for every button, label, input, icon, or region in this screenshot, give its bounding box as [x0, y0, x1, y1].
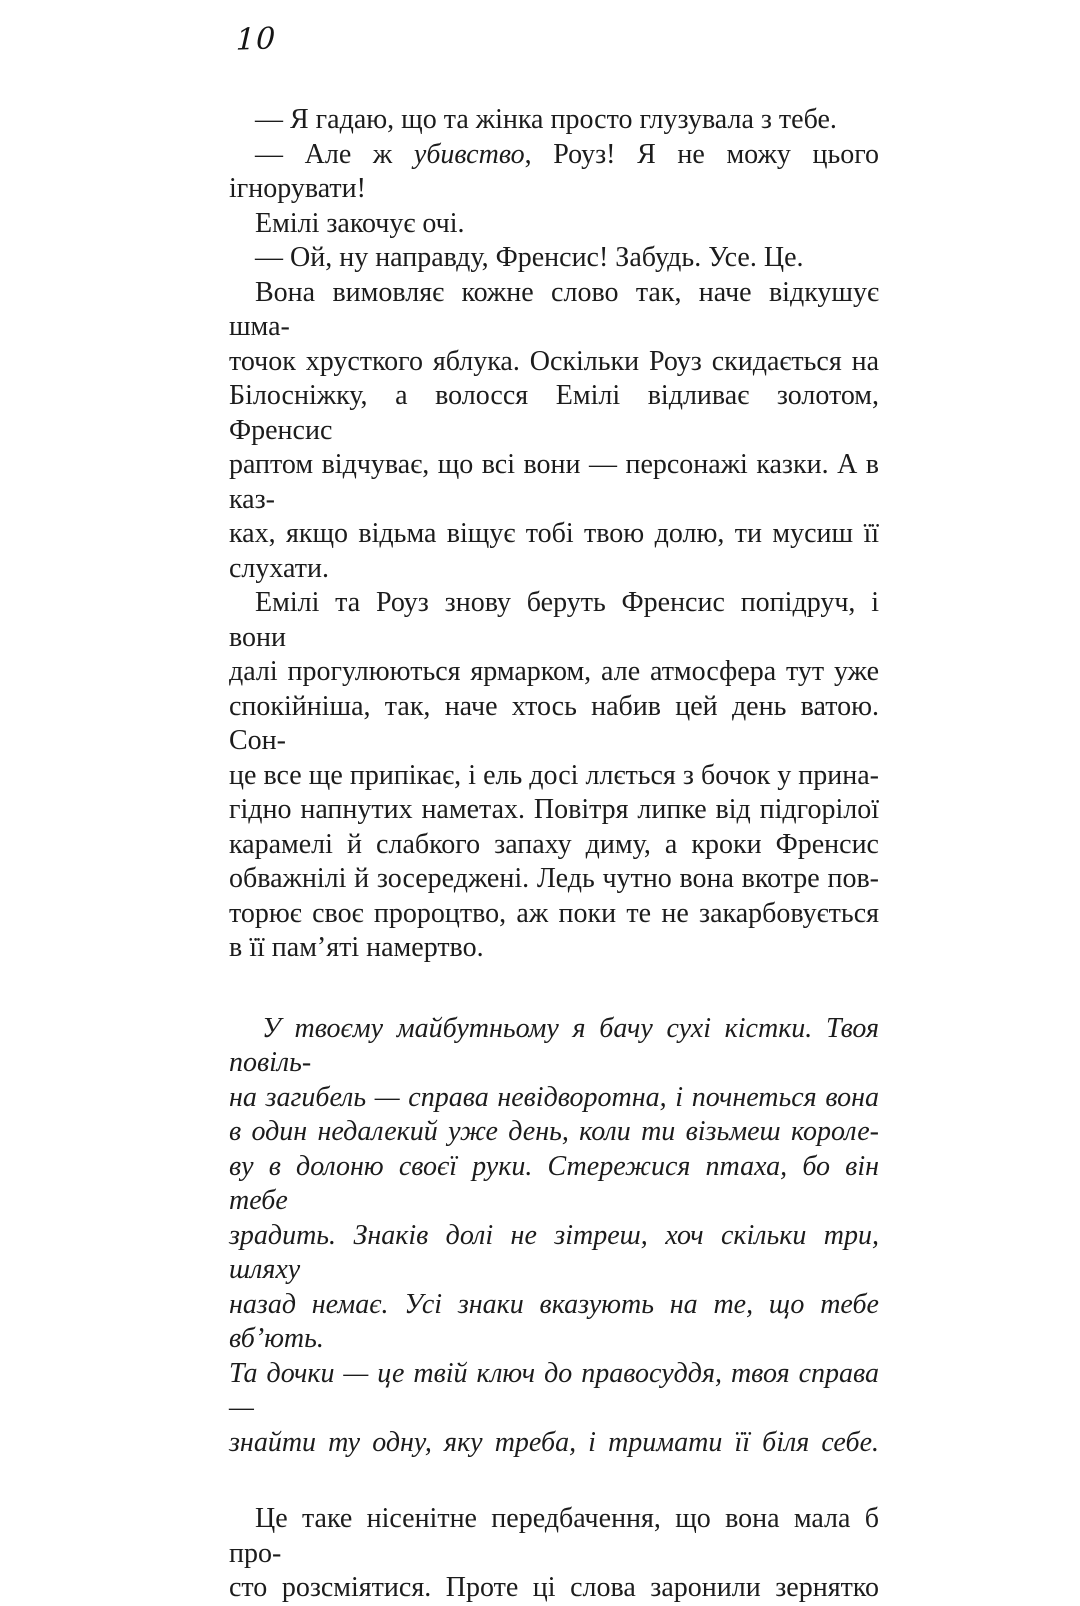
text-line [229, 1571, 879, 1606]
text-line [229, 345, 879, 380]
text-line [229, 448, 879, 517]
text-segment: далі прогулюються ярмарком, але атмосфера тут уже [229, 656, 879, 687]
text-line [229, 517, 879, 552]
text-segment: Це таке нісенітне передбачення, що вона мала б про- [229, 1503, 879, 1569]
page-number: 10 [235, 21, 277, 58]
text-segment: точок хрусткого яблука. Оскільки Роуз скидається на [229, 345, 879, 377]
text-line [229, 1012, 879, 1081]
text-line [229, 586, 879, 655]
text-segment: гідно напнутих наметах. Повітря липке від підгорілої [229, 794, 879, 825]
text-line [229, 1426, 879, 1461]
prophecy-quote [229, 1012, 879, 1461]
text-segment: обважнілі й зосереджені. Ледь чутно вона вкотре пов- [229, 863, 879, 894]
text-line [229, 276, 879, 345]
text-segment: сто розсміятися. Проте ці слова заронили зернятко [229, 1572, 879, 1603]
text-segment: торює своє пророцтво, аж поки те не закарбовується [229, 897, 879, 929]
paragraph-body [229, 276, 879, 587]
text-line [229, 1502, 879, 1571]
text-segment: на загибель — справа невідворотна, і почнеться вона [229, 1081, 879, 1113]
paragraph-dialogue [229, 241, 879, 276]
emphasized-word: убивство [413, 138, 525, 170]
text-segment: Вона вимовляє кожне слово так, наче відкушує шма- [229, 276, 879, 342]
text-line [229, 1288, 879, 1357]
text-line [229, 828, 879, 863]
text-line [229, 759, 879, 794]
text-segment: Білосніжку, а волосся Емілі відливає золотом, Френсис [229, 380, 879, 446]
text-line [229, 1357, 879, 1426]
text-segment: , Роуз! Я не можу цього ігнорувати! [229, 138, 879, 204]
text-segment: раптом відчуває, що всі вони — персонажі казки. А в каз- [229, 449, 879, 515]
text-line [229, 897, 879, 932]
text-segment: назад немає. Усі знаки вказують на те, що тебе вб’ють. [229, 1288, 879, 1354]
paragraph-body [229, 586, 879, 966]
text-line [229, 931, 879, 966]
text-segment: зрадить. Знаків долі не зітреш, хоч скільки три, шляху [229, 1219, 879, 1285]
text-segment: слухати. [229, 552, 329, 584]
text-segment: У твоєму майбутньому я бачу сухі кістки. Твоя повіль- [229, 1012, 879, 1078]
text-line [229, 207, 879, 242]
text-segment: ках, якщо відьма віщує тобі твою долю, ти мусиш її [229, 518, 879, 549]
text-line [229, 1219, 879, 1288]
text-column [229, 103, 879, 1606]
text-segment: Емілі та Роуз знову беруть Френсис попідруч, і вони [229, 587, 879, 653]
text-line [229, 793, 879, 828]
text-line [229, 1150, 879, 1219]
text-segment: Та дочки — це твій ключ до правосуддя, твоя справа — [229, 1357, 879, 1423]
paragraph-dialogue [229, 138, 879, 207]
text-line [229, 241, 879, 276]
paragraph-narrative [229, 207, 879, 242]
paragraph-dialogue [229, 103, 879, 138]
text-line [229, 552, 879, 587]
text-segment: в її пам’яті намертво. [229, 932, 484, 963]
text-segment: ву в долоню своєї руки. Стережися птаха, бо він тебе [229, 1150, 879, 1216]
text-line [229, 1081, 879, 1116]
text-segment: карамелі й слабкого запаху диму, а кроки Френсис [229, 828, 879, 860]
text-segment: — Але ж [255, 138, 414, 170]
text-segment: в один недалекий уже день, коли ти візьмеш короле- [229, 1116, 879, 1147]
text-segment: — Я гадаю, що та жінка просто глузувала з тебе. [255, 104, 837, 135]
text-line [229, 1115, 879, 1150]
text-line [229, 103, 879, 138]
paragraph-body [229, 1502, 879, 1606]
text-line [229, 655, 879, 690]
text-line [229, 690, 879, 759]
text-line [229, 138, 879, 207]
text-segment: знайти ту одну, яку треба, і тримати її біля себе. [229, 1426, 879, 1458]
text-segment: Емілі закочує очі. [255, 207, 465, 239]
text-segment: — Ой, ну направду, Френсис! Забудь. Усе. Це. [255, 242, 804, 273]
text-segment: спокійніша, так, наче хтось набив цей день ватою. Сон- [229, 690, 879, 756]
text-line [229, 862, 879, 897]
text-line [229, 379, 879, 448]
text-segment: це все ще припікає, і ель досі ллється з бочок у прина- [229, 759, 879, 791]
